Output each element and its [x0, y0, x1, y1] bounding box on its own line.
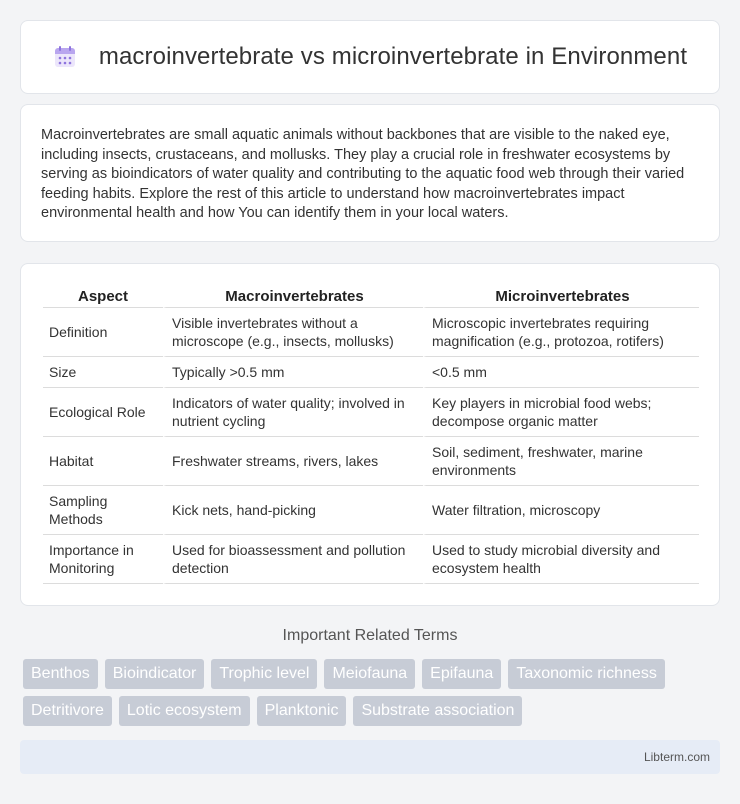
calendar-icon	[53, 45, 77, 69]
tag-row	[23, 659, 723, 689]
page-title: macroinvertebrate vs microinvertebrate in Environment	[98, 43, 688, 70]
table-cell: Microscopic invertebrates requiring magnification (e.g., protozoa, rotifers)	[423, 308, 699, 357]
table-cell: Typically >0.5 mm	[163, 357, 423, 388]
tag-trophic-level[interactable]: Trophic level	[211, 659, 317, 689]
table-cell: <0.5 mm	[423, 357, 699, 388]
table-cell: Size	[43, 357, 163, 388]
table-cell: Definition	[43, 308, 163, 357]
table-cell: Sampling Methods	[43, 486, 163, 535]
tag-substrate-association[interactable]: Substrate association	[353, 696, 522, 726]
table-row	[43, 357, 699, 388]
tag-meiofauna[interactable]: Meiofauna	[324, 659, 415, 689]
header-card	[20, 20, 720, 94]
intro-card	[20, 104, 720, 242]
table-cell: Indicators of water quality; involved in nutrient cycling	[163, 388, 423, 437]
table-cell: Key players in microbial food webs; decompose organic matter	[423, 388, 699, 437]
column-header: Aspect	[43, 284, 163, 308]
tag-bioindicator[interactable]: Bioindicator	[105, 659, 205, 689]
footer-site-link[interactable]: Libterm.com	[643, 750, 710, 764]
tag-benthos[interactable]: Benthos	[23, 659, 98, 689]
table-cell: Used to study microbial diversity and ecosystem health	[423, 535, 699, 584]
table-cell: Importance in Monitoring	[43, 535, 163, 584]
tag-lotic-ecosystem[interactable]: Lotic ecosystem	[119, 696, 250, 726]
table-cell: Freshwater streams, rivers, lakes	[163, 437, 423, 486]
table-cell: Used for bioassessment and pollution detection	[163, 535, 423, 584]
table-cell: Visible invertebrates without a microscope (e.g., insects, mollusks)	[163, 308, 423, 357]
footer	[20, 740, 720, 774]
table-cell: Water filtration, microscopy	[423, 486, 699, 535]
related-terms-tags	[23, 659, 723, 733]
intro-paragraph: Macroinvertebrates are small aquatic animals without backbones that are visible to the naked eye, including insects, crustaceans, and mollusks. They play a crucial role in freshwater ecosystems by serving as bioindicators of water quality and contributing to the aquatic food web through their varied feeding habits. Explore the rest of this article to understand how macroinvertebrates impact environmental health and how You can identify them in your local waters.	[41, 127, 685, 221]
tag-epifauna[interactable]: Epifauna	[422, 659, 501, 689]
table-header-row	[43, 284, 699, 308]
table-cell: Soil, sediment, freshwater, marine environments	[423, 437, 699, 486]
column-header: Microinvertebrates	[423, 284, 699, 308]
table-cell: Kick nets, hand-picking	[163, 486, 423, 535]
column-header: Macroinvertebrates	[163, 284, 423, 308]
tag-taxonomic-richness[interactable]: Taxonomic richness	[508, 659, 665, 689]
tag-detritivore[interactable]: Detritivore	[23, 696, 112, 726]
table-cell: Habitat	[43, 437, 163, 486]
tag-planktonic[interactable]: Planktonic	[257, 696, 347, 726]
table-row	[43, 486, 699, 535]
comparison-table	[43, 284, 699, 584]
table-row	[43, 535, 699, 584]
table-row	[43, 437, 699, 486]
tag-row	[23, 696, 723, 726]
related-terms-title: Important Related Terms	[282, 627, 458, 644]
table-row	[43, 308, 699, 357]
table-cell: Ecological Role	[43, 388, 163, 437]
comparison-card	[20, 263, 720, 606]
table-row	[43, 388, 699, 437]
